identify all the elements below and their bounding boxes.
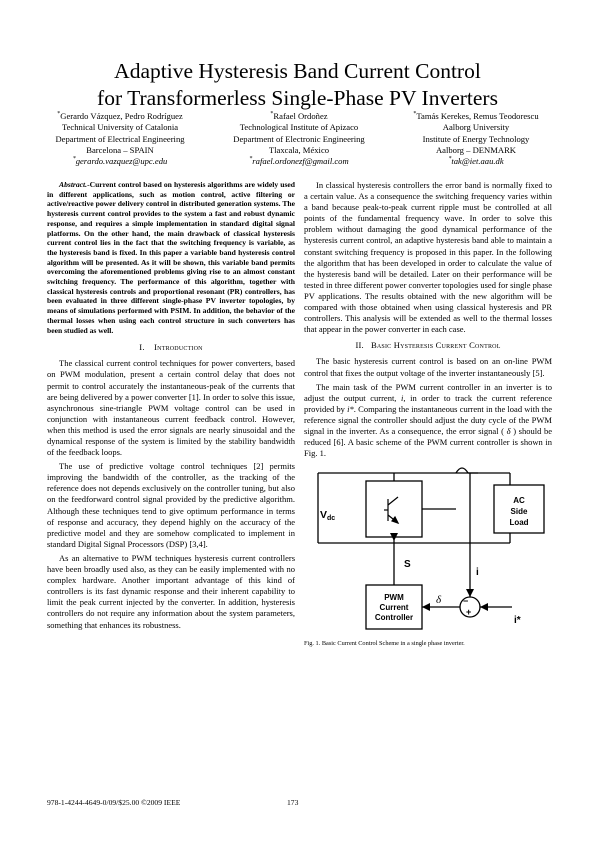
page-number: 173 [287,798,299,807]
author-name: Tamás Kerekes, Remus Teodorescu [416,111,539,121]
abstract [47,180,295,335]
plus-sign: + [466,607,472,618]
figure-caption: Fig. 1. Basic Current Control Scheme in a single phase inverter. [304,640,465,648]
current-control-scheme-diagram [304,463,552,638]
abstract-lead: Abstract. [59,180,88,189]
section-number: I. [139,342,145,353]
section-title: Basic Hysteresis Current Control [370,340,501,351]
basic-hysteresis-paragraph-1: The basic hysteresis current control is based on an on-line PWM control that fixes the output voltage of the inverter instantaneously [5]. [304,356,552,378]
symbol-i: i [401,392,404,403]
author-mark: * [413,111,417,117]
author-email: rafael.ordonezf@gmail.com [252,156,349,167]
minus-sign: − [463,596,469,607]
controller-label-line-2: Current [379,603,409,613]
author-institution: Technological Institute of Apizaco [239,122,359,133]
load-label-line-2: Side [510,507,528,517]
author-department: Institute of Energy Technology [422,133,530,144]
author-3 [382,111,570,167]
text-run: , in order to track the current reference provided by [304,392,553,414]
figure-1 [304,463,552,638]
transistor-icon [384,497,398,523]
right-column [304,180,552,648]
intro-paragraph-1: The classical current control techniques for power converters, based on PWM modulation, present a certain control delay that does not permit to control accurately the instantaneous-peak of the currents that are being delivered by a power converter [1]. In order to solve this issue, asynchronous sine-triangle PWM voltage control can be used in conjunction with instantaneous current feedback control. However, when this method is used the error signals are nearly sinusoidal and the dynamical response of the system is limited by the stability bandwidth of the feedback loops. [47,358,295,458]
paper-title-line-1: Adaptive Hysteresis Band Current Control [114,59,481,83]
section-heading-basic-hysteresis [304,340,552,351]
section-heading-introduction [47,342,295,353]
load-label-line-1: AC [513,496,525,506]
author-mark: * [57,111,61,117]
text-run: ) should be reduced [6]. A basic scheme of the PWM current controller is shown in Fig. 1. [304,425,553,459]
symbol-i-star: i* [347,403,354,414]
author-department: Department of Electrical Engineering [55,133,185,144]
author-email: gerardo.vazquez@upc.edu [75,156,168,167]
author-name: Rafael Ordoñez [273,111,328,121]
page-footer [47,798,299,807]
author-block [30,111,570,171]
paper-title-line-2: for Transformerless Single-Phase PV Inverters [97,86,498,110]
section-number: II. [355,340,364,351]
hysteresis-intro-paragraph: In classical hysteresis controllers the error band is normally fixed to a certain value. As a consequence the switching frequency varies within a band because peak-to-peak current ripple must be controlled at all points of the fundamental frequency wave. In order to solve this problem without damaging the good dynamical performance of the hysteresis current control, an adaptive hysteresis band able to maintain a constant switching frequency is proposed in this paper. In the following the algorithm that has been developed in order to calculate the value of the hysteresis band will be detailed. Later on their performance will be tested in three different power converter topologies used for single phase PV applications. The results obtained with the new algorithm will be compared with those obtained when using classical hysteresis and PR controllers. This analysis will be extended as well to the thermal losses that appear in the power converter in each case. [304,180,552,335]
symbol-delta: δ [506,425,511,436]
author-email: tak@iet.aau.dk [451,156,504,167]
section-title: Introduction [154,342,203,353]
intro-paragraph-3: As an alternative to PWM techniques hysteresis current controllers have been broadly used also, as they can be easily implemented with no complex hardware. Another important advantage of this kind of controllers is its fast dynamic response and their inherent capability to limit the peak current injected by the converter. In addition, hysteresis controllers do not require any information about the system parameters, something that enhances its robustness. [47,552,295,630]
isbn-copyright: 978-1-4244-4649-0/09/$25.00 ©2009 IEEE [47,798,181,807]
controller-label-line-1: PWM [384,593,404,603]
reference-label: i* [514,615,521,627]
vdc-label: Vdc [320,509,336,523]
author-location: Tlaxcala, México [268,144,330,155]
author-institution: Technical University of Catalonia [61,122,179,133]
basic-hysteresis-paragraph-2 [304,382,552,460]
current-label: i [476,567,479,579]
intro-paragraph-2: The use of predictive voltage control techniques [2] permits improving the bandwidth of the controller, as the tracking of the reference does not depends exclusively on the controller tuning, but also on the feedforward control signal provided by the predictive algorithm. Although these techniques tend to give optimum performance in terms of response and accuracy, they depend highly on the accuracy of the predictive model and they are somehow complicated to implement in standard Digital Signal Processors (DSP) [3,4]. [47,461,295,549]
author-institution: Aalborg University [442,122,510,133]
author-mark: * [270,111,274,117]
author-location: Barcelona – SPAIN [86,144,154,155]
controller-label-line-3: Controller [374,613,414,623]
email-mark: * [448,156,452,163]
load-label-line-3: Load [509,518,529,528]
text-run: The main task of the PWM current controller in an inverter is to adjust the output current, [304,381,552,403]
author-name: Gerardo Vázquez, Pedro Rodríguez [60,111,183,121]
abstract-text: -Current control based on hysteresis algorithms are widely used in different applications, such as motion control, active filtering or active/reactive power delivery control in distributed generation systems. The hysteresis current control provides to the system a fast and robust dynamic response, and requires a simple implementation in standard digital signal platforms. On the other hand, the main drawback of classical hysteresis current control lies in the fact that the switching frequency is variable, as the hysteresis band is fixed. In this paper a variable band hysteresis control algorithm will be presented. As it will be shown, this variable band permits overcoming the aforementioned problems giving rise to an almost constant switching frequency. The performance of this algorithm, together with classical hysteresis controls and proportional resonant (PR) controllers, has been evaluated in three different single-phase PV inverter topologies, by means of simulations performed with PSIM. In addition, the behavior of the thermal losses when using each control structure in such converters has been studied as well. [47,180,295,335]
arrow-to-controller [422,603,430,611]
error-label: δ [436,594,442,607]
arrow-from-reference [480,603,488,611]
author-location: Aalborg – DENMARK [435,144,517,155]
email-mark: * [249,156,253,163]
author-1 [30,111,210,167]
author-2 [204,111,394,167]
inverter-box [366,481,422,537]
author-department: Department of Electronic Engineering [233,133,365,144]
email-mark: * [72,156,76,163]
switch-signal-label: S [404,559,411,571]
left-column [47,180,295,634]
text-run: . Comparing the instantaneous current in the load with the reference signal the controller should adjust the duty cycle of the PWM signal in the inverter. As a consequence, the error signal ( [304,403,553,436]
